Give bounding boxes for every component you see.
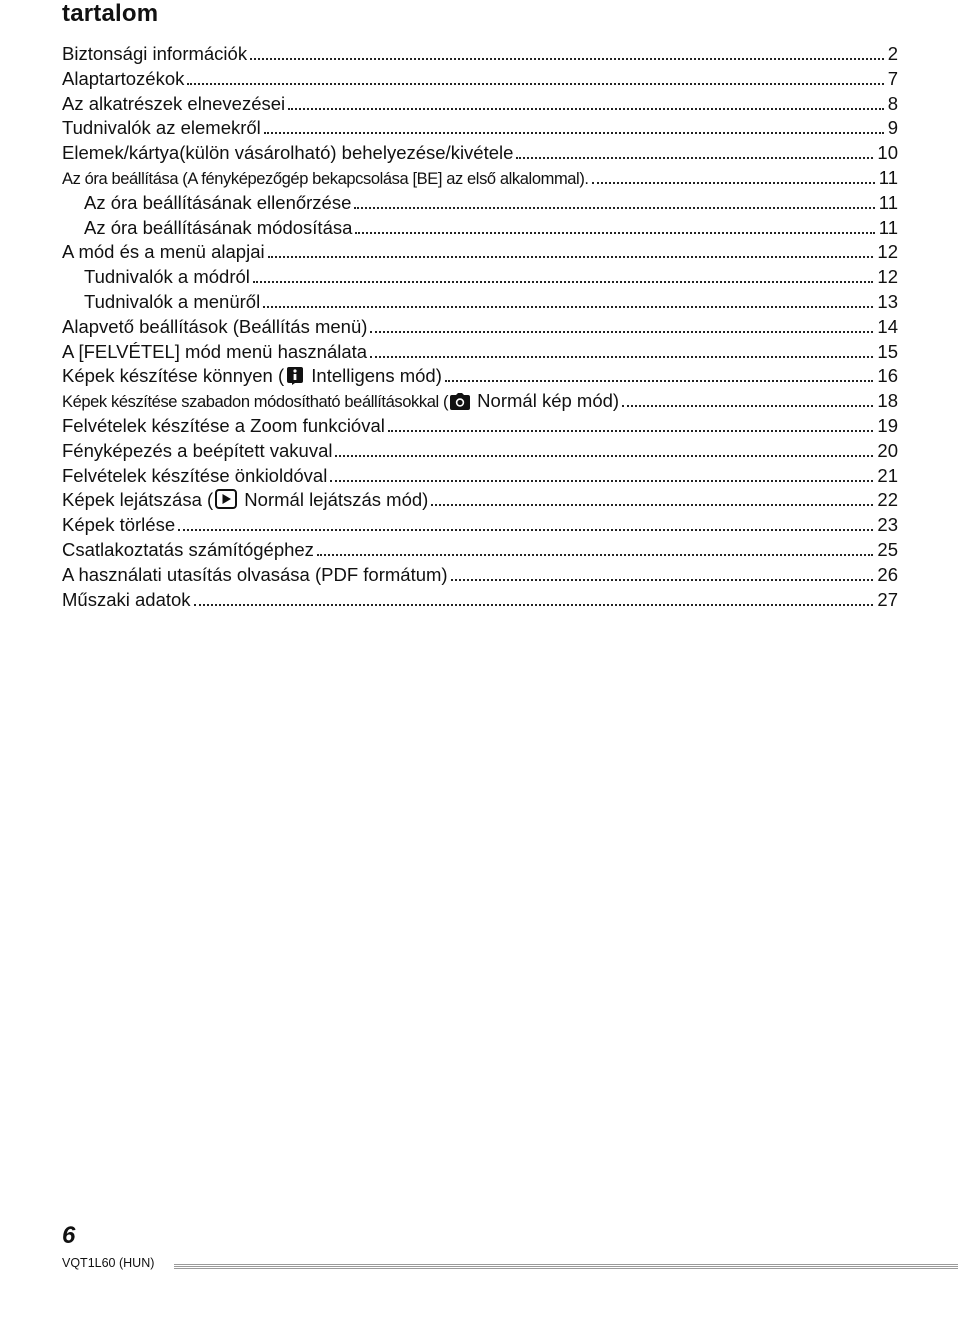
toc-page-number: 11: [878, 166, 898, 188]
toc-entry-parts[interactable]: [62, 93, 898, 118]
toc-page-number: 13: [877, 290, 898, 312]
toc-page-number: 23: [877, 514, 898, 536]
toc-entry-label: Az óra beállításának ellenőrzése: [84, 191, 352, 213]
dot-leader: [370, 331, 873, 333]
toc-page-number: 21: [877, 464, 898, 486]
toc-page-number: 22: [877, 489, 898, 511]
toc-entry-accessories[interactable]: [62, 68, 898, 93]
dot-leader: [317, 554, 873, 556]
toc-page-number: 9: [887, 117, 898, 139]
toc-entry-rec-mode-menu[interactable]: [62, 341, 898, 366]
toc-page-number: 27: [877, 588, 898, 610]
toc-page-number: 20: [877, 439, 898, 461]
toc-entry-label: Alapvető beállítások (Beállítás menü): [62, 315, 368, 337]
dot-leader: [431, 504, 873, 506]
play-icon: [215, 489, 237, 514]
table-of-contents: [62, 43, 898, 613]
toc-entry-specifications[interactable]: [62, 589, 898, 614]
toc-page-number: 18: [877, 390, 898, 412]
toc-entry-label: Az óra beállítása (A fényképezőgép bekapcsolása [BE] az első alkalommal).: [62, 169, 589, 188]
toc-entry-clock-setting[interactable]: [62, 167, 898, 192]
toc-entry-insert-battery-card[interactable]: [62, 142, 898, 167]
toc-entry-normal-picture-mode[interactable]: [62, 390, 898, 415]
toc-entry-label: Elemek/kártya(külön vásárolható) behelyezése/kivétele: [62, 142, 514, 164]
intelligent-auto-icon: [286, 365, 304, 390]
toc-entry-label: Tudnivalók a menüről: [84, 290, 261, 312]
dot-leader: [592, 182, 875, 184]
page-title: tartalom: [62, 0, 159, 27]
toc-page-number: 14: [877, 315, 898, 337]
toc-entry-label: A mód és a menü alapjai: [62, 241, 265, 263]
toc-entry-intelligent-mode[interactable]: [62, 365, 898, 390]
toc-entry-delete[interactable]: [62, 514, 898, 539]
toc-entry-about-mode[interactable]: [62, 266, 898, 291]
dot-leader: [330, 480, 873, 482]
toc-entry-flash[interactable]: [62, 440, 898, 465]
dot-leader: [288, 108, 884, 110]
toc-entry-label: Az alkatrészek elnevezései: [62, 92, 286, 114]
dot-leader: [622, 405, 873, 407]
toc-entry-label: Csatlakoztatás számítógéphez: [62, 538, 314, 560]
toc-entry-batteries[interactable]: [62, 117, 898, 142]
toc-page-number: 7: [887, 67, 898, 89]
toc-page-number: 11: [878, 191, 898, 213]
dot-leader: [516, 157, 873, 159]
dot-leader: [253, 281, 874, 283]
toc-page-number: 11: [878, 216, 898, 238]
toc-entry-safety[interactable]: [62, 43, 898, 68]
footer-rule: [174, 1264, 958, 1270]
dot-leader: [445, 380, 874, 382]
toc-entry-label: Felvételek készítése önkioldóval: [62, 464, 328, 486]
toc-entry-pc-connection[interactable]: [62, 539, 898, 564]
toc-page-number: 25: [877, 538, 898, 560]
footer-document-code: VQT1L60 (HUN): [62, 1256, 155, 1270]
toc-entry-label: Képek készítése szabadon módosítható beállításokkal ( Normál kép mód): [62, 390, 619, 415]
toc-entry-label: Felvételek készítése a Zoom funkcióval: [62, 414, 385, 436]
dot-leader: [451, 579, 874, 581]
toc-page-number: 26: [877, 563, 898, 585]
toc-entry-label: Képek lejátszása ( Normál lejátszás mód): [62, 489, 428, 514]
toc-page-number: 12: [877, 241, 898, 263]
toc-page-number: 12: [877, 266, 898, 288]
dot-leader: [250, 58, 884, 60]
toc-page-number: 16: [877, 365, 898, 387]
toc-entry-pdf-manual[interactable]: [62, 564, 898, 589]
toc-entry-label: Fényképezés a beépített vakuval: [62, 439, 333, 461]
toc-page-number: 2: [887, 43, 898, 64]
toc-entry-clock-check[interactable]: [62, 192, 898, 217]
camera-icon: [450, 393, 470, 415]
toc-entry-label: Képek készítése könnyen ( Intelligens mód): [62, 365, 442, 390]
toc-entry-label: Biztonsági információk: [62, 43, 248, 64]
toc-page-number: 15: [877, 340, 898, 362]
toc-entry-clock-change[interactable]: [62, 217, 898, 242]
footer-page-number: 6: [62, 1222, 76, 1249]
toc-entry-label: Műszaki adatok: [62, 588, 191, 610]
toc-entry-playback[interactable]: [62, 489, 898, 514]
dot-leader: [354, 207, 874, 209]
dot-leader: [178, 529, 873, 531]
toc-entry-basic-settings[interactable]: [62, 316, 898, 341]
toc-page-number: 8: [887, 92, 898, 114]
dot-leader: [355, 232, 874, 234]
toc-page-number: 10: [877, 142, 898, 164]
toc-entry-label: A [FELVÉTEL] mód menü használata: [62, 340, 368, 362]
dot-leader: [370, 356, 873, 358]
dot-leader: [187, 83, 883, 85]
toc-entry-self-timer[interactable]: [62, 465, 898, 490]
toc-entry-label: Képek törlése: [62, 514, 176, 536]
toc-entry-label: Az óra beállításának módosítása: [84, 216, 353, 238]
dot-leader: [194, 604, 874, 606]
toc-entry-mode-menu-basics[interactable]: [62, 241, 898, 266]
dot-leader: [263, 306, 873, 308]
toc-entry-label: Tudnivalók a módról: [84, 266, 250, 288]
toc-entry-about-menu[interactable]: [62, 291, 898, 316]
toc-entry-label: Alaptartozékok: [62, 67, 185, 89]
dot-leader: [264, 132, 884, 134]
toc-entry-zoom[interactable]: [62, 415, 898, 440]
toc-entry-label: A használati utasítás olvasása (PDF formátum): [62, 563, 448, 585]
dot-leader: [388, 430, 874, 432]
toc-page-number: 19: [877, 414, 898, 436]
dot-leader: [268, 256, 874, 258]
dot-leader: [335, 455, 873, 457]
toc-entry-label: Tudnivalók az elemekről: [62, 117, 261, 139]
